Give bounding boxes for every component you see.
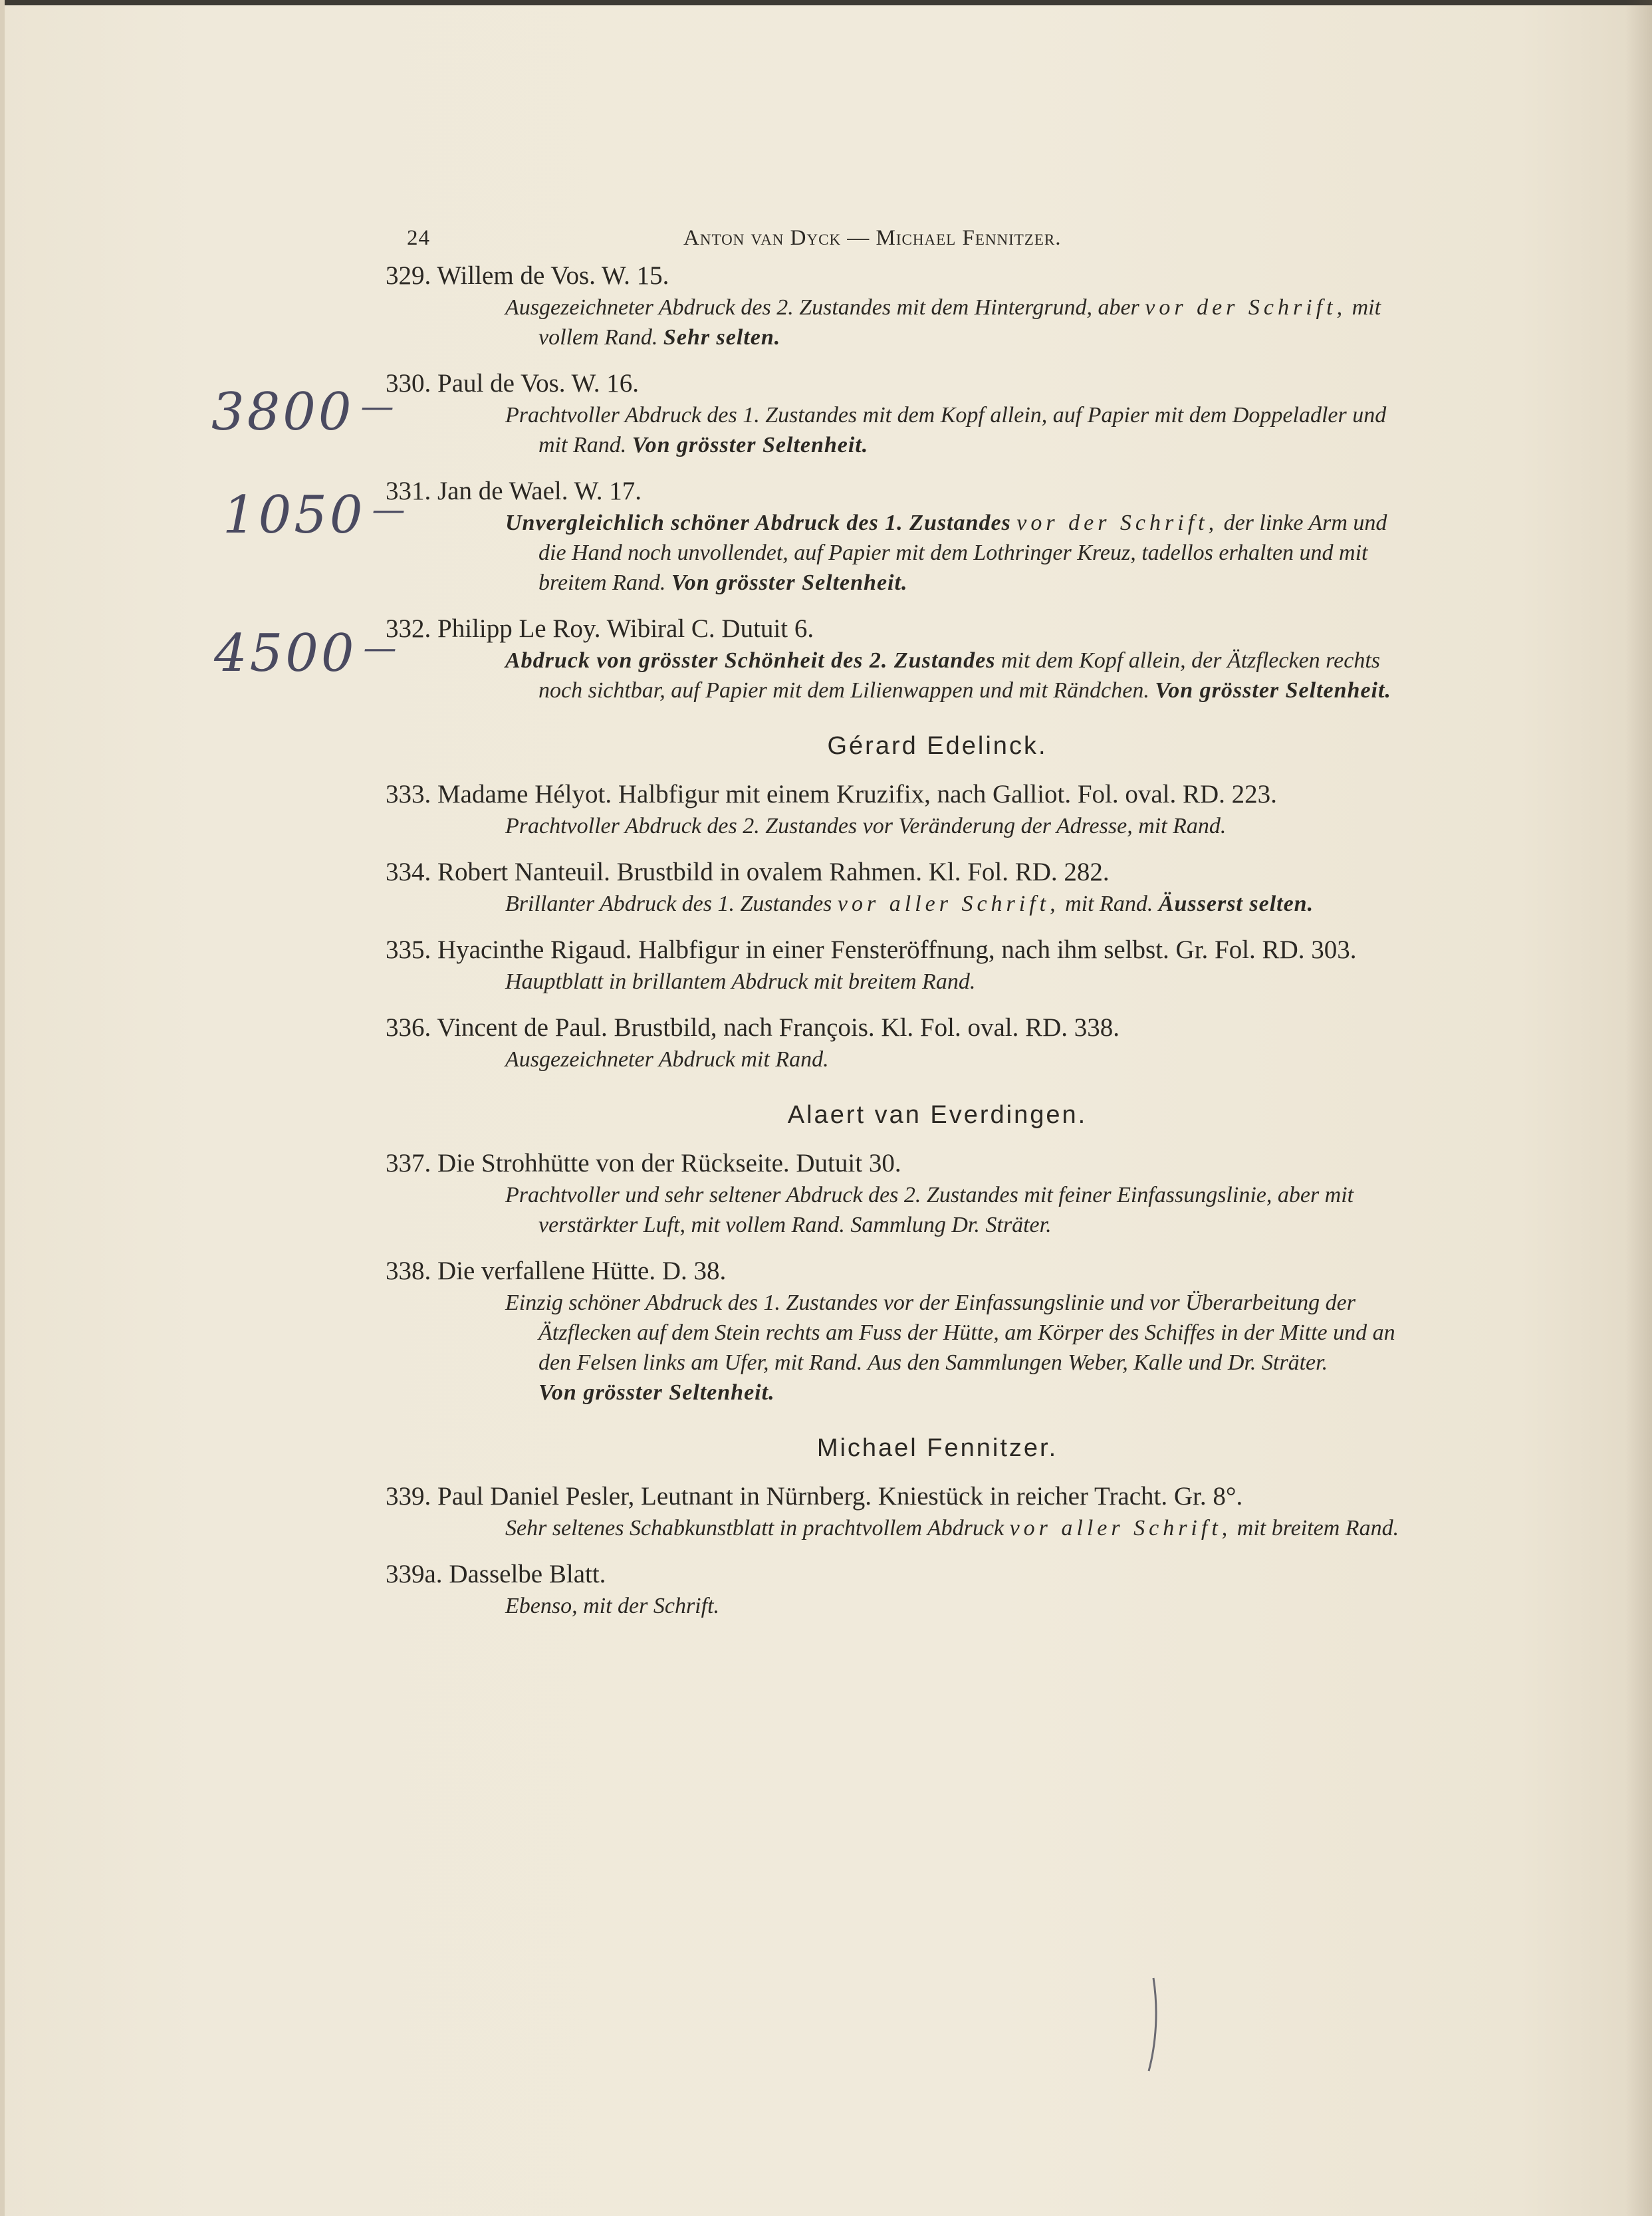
entry-number: 339. bbox=[386, 1482, 431, 1511]
entry-number: 332. bbox=[386, 614, 431, 643]
entry-description bbox=[505, 1591, 1409, 1621]
entry-description bbox=[505, 1513, 1409, 1543]
page-number: 24 bbox=[407, 226, 430, 250]
entry-heading: Paul de Vos. W. 16. bbox=[437, 369, 640, 398]
entry-description bbox=[505, 1180, 1409, 1240]
entry-title bbox=[386, 1147, 1409, 1180]
entry-title bbox=[386, 475, 1409, 508]
entry-heading: Die verfallene Hütte. D. 38. bbox=[437, 1257, 727, 1285]
description-text: Ebenso, mit der Schrift. bbox=[505, 1594, 720, 1618]
entry-number: 338. bbox=[386, 1257, 431, 1285]
entry-title bbox=[386, 1011, 1409, 1045]
catalog-entry bbox=[386, 778, 1409, 841]
quality-note: Unvergleichlich schöner Abdruck des 1. Zustandes bbox=[505, 511, 1011, 535]
entry-number: 333. bbox=[386, 780, 431, 808]
margin-note-price: 4500 — bbox=[214, 624, 400, 683]
entry-number: 339a. bbox=[386, 1560, 443, 1588]
entry-title bbox=[386, 856, 1409, 889]
catalog-entry bbox=[386, 612, 1409, 705]
entry-number: 330. bbox=[386, 369, 431, 398]
entry-description bbox=[505, 1288, 1409, 1408]
entry-number: 336. bbox=[386, 1013, 431, 1042]
entry-heading: Robert Nanteuil. Brustbild in ovalem Rahmen. Kl. Fol. RD. 282. bbox=[437, 858, 1110, 886]
entry-title bbox=[386, 1480, 1409, 1513]
entry-heading: Vincent de Paul. Brustbild, nach François. Kl. Fol. oval. RD. 338. bbox=[437, 1013, 1120, 1042]
scan-edge-right bbox=[1625, 0, 1652, 2216]
entry-title bbox=[386, 778, 1409, 811]
scan-edge-left bbox=[0, 0, 5, 2216]
description-text: Hauptblatt in brillantem Abdruck mit breitem Rand. bbox=[505, 969, 976, 994]
description-text: mit vollem Rand. bbox=[538, 295, 1381, 350]
description-text: der linke Arm und die Hand noch unvollendet, auf Papier mit dem Lothringer Kreuz, tadellos erhalten und mit breitem Rand. bbox=[538, 511, 1387, 595]
entry-title bbox=[386, 1255, 1409, 1288]
entry-heading: Die Strohhütte von der Rückseite. Dutuit 30. bbox=[437, 1149, 901, 1177]
rarity-note: Von grösster Seltenheit. bbox=[538, 1380, 775, 1405]
entry-description bbox=[505, 508, 1409, 598]
description-text: Sehr seltenes Schabkunstblatt in prachtvollem Abdruck bbox=[505, 1516, 1004, 1540]
description-text: mit breitem Rand. bbox=[1237, 1516, 1399, 1540]
entry-number: 335. bbox=[386, 935, 431, 964]
entry-description bbox=[505, 400, 1409, 460]
catalog-page bbox=[386, 226, 1409, 1636]
description-text: Prachtvoller Abdruck des 2. Zustandes vor Veränderung der Adresse, mit Rand. bbox=[505, 814, 1227, 838]
entry-description bbox=[505, 1045, 1409, 1074]
description-text: mit dem Kopf allein, der Ätzflecken rechts noch sichtbar, auf Papier mit dem Lilienwappen und mit Rändchen. bbox=[538, 648, 1380, 703]
description-text: Prachtvoller und sehr seltener Abdruck des 2. Zustandes mit feiner Einfassungslinie, aber mit verstärkter Luft, mit vollem Rand. Sammlung Dr. Sträter. bbox=[505, 1183, 1354, 1237]
entry-number: 331. bbox=[386, 477, 431, 505]
entry-heading: Madame Hélyot. Halbfigur mit einem Kruzifix, nach Galliot. Fol. oval. RD. 223. bbox=[437, 780, 1277, 808]
catalog-entry bbox=[386, 259, 1409, 352]
entry-title bbox=[386, 367, 1409, 400]
catalog-entry bbox=[386, 1558, 1409, 1621]
margin-note-price: 1050 — bbox=[223, 485, 408, 545]
catalog-entry bbox=[386, 856, 1409, 919]
description-text: Ausgezeichneter Abdruck mit Rand. bbox=[505, 1047, 829, 1072]
description-spaced: vor der Schrift, bbox=[1016, 511, 1219, 535]
running-head bbox=[386, 226, 1409, 259]
entry-description bbox=[505, 811, 1409, 841]
rarity-note: Von grösster Seltenheit. bbox=[671, 570, 908, 595]
quality-note: Abdruck von grösster Schönheit des 2. Zustandes bbox=[505, 648, 996, 673]
catalog-entry bbox=[386, 1011, 1409, 1074]
entry-heading: Dasselbe Blatt. bbox=[449, 1560, 606, 1588]
catalog-entry bbox=[386, 1480, 1409, 1543]
description-text: mit Rand. bbox=[1065, 892, 1153, 916]
rarity-note: Von grösster Seltenheit. bbox=[632, 433, 869, 457]
description-text: Ausgezeichneter Abdruck des 2. Zustandes mit dem Hintergrund, aber bbox=[505, 295, 1139, 320]
description-text: Einzig schöner Abdruck des 1. Zustandes vor der Einfassungslinie und vor Überarbeitung der Ätzflecken auf dem Stein rechts am Fuss der Hütte, am Körper des Schiffes in der Mitte und an den Felsen links am Ufer, mit Rand. Aus den Sammlungen Weber, Kalle und Dr. Sträter. bbox=[505, 1291, 1395, 1375]
description-spaced: vor aller Schrift, bbox=[1009, 1516, 1232, 1540]
description-text: Brillanter Abdruck des 1. Zustandes bbox=[505, 892, 832, 916]
section-heading: Alaert van Everdingen. bbox=[787, 1101, 1088, 1129]
entry-description bbox=[505, 293, 1409, 352]
description-spaced: vor aller Schrift, bbox=[837, 892, 1060, 916]
description-text: Prachtvoller Abdruck des 1. Zustandes mit dem Kopf allein, auf Papier mit dem Doppeladler und mit Rand. bbox=[505, 403, 1387, 457]
margin-note-price: 3800 — bbox=[211, 382, 397, 442]
scan-edge-top bbox=[0, 0, 1652, 5]
rarity-note: Sehr selten. bbox=[663, 325, 781, 350]
entry-title bbox=[386, 259, 1409, 293]
catalog-entry bbox=[386, 475, 1409, 598]
rarity-note: Von grösster Seltenheit. bbox=[1155, 678, 1391, 703]
entry-heading: Willem de Vos. W. 15. bbox=[437, 261, 669, 290]
catalog-entry bbox=[386, 367, 1409, 460]
entry-number: 334. bbox=[386, 858, 431, 886]
rarity-note: Äusserst selten. bbox=[1158, 892, 1314, 916]
entry-description bbox=[505, 889, 1409, 919]
catalog-entry bbox=[386, 933, 1409, 997]
entry-number: 337. bbox=[386, 1149, 431, 1177]
section-heading: Michael Fennitzer. bbox=[816, 1434, 1058, 1462]
catalog-entry bbox=[386, 1147, 1409, 1240]
entry-heading: Hyacinthe Rigaud. Halbfigur in einer Fensteröffnung, nach ihm selbst. Gr. Fol. RD. 303. bbox=[437, 935, 1357, 964]
section-heading: Gérard Edelinck. bbox=[827, 732, 1048, 760]
pencil-stroke bbox=[1143, 1975, 1163, 2074]
catalog-entry bbox=[386, 1255, 1409, 1408]
entry-title bbox=[386, 933, 1409, 967]
entry-number: 329. bbox=[386, 261, 431, 290]
description-spaced: vor der Schrift, bbox=[1145, 295, 1347, 320]
entry-title bbox=[386, 612, 1409, 646]
entry-description bbox=[505, 646, 1409, 705]
entry-heading: Jan de Wael. W. 17. bbox=[437, 477, 642, 505]
entry-description bbox=[505, 967, 1409, 997]
entry-title bbox=[386, 1558, 1409, 1591]
entry-heading: Paul Daniel Pesler, Leutnant in Nürnberg. Kniestück in reicher Tracht. Gr. 8°. bbox=[437, 1482, 1243, 1511]
entry-heading: Philipp Le Roy. Wibiral C. Dutuit 6. bbox=[437, 614, 814, 643]
running-title: Anton van Dyck — Michael Fennitzer. bbox=[683, 226, 1062, 250]
